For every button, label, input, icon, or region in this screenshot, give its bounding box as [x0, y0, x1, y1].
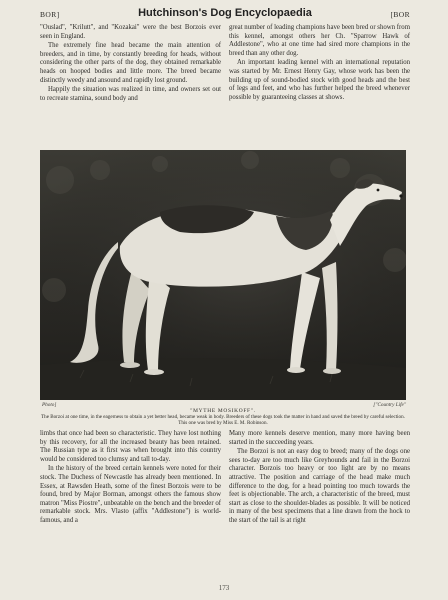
paragraph: Happily the situation was realized in time, and owners set out to recreate stamina, sound body and [40, 86, 221, 102]
paragraph: limbs that once had been so characteristic. They have lost nothing by this recovery, for all the increased beauty has been retained. The Russian type as it first was when brought into this country would be considered too clumsy and tall to-day. [40, 430, 221, 463]
photo-caption-text: The Borzoi at one time, in the eagerness to obtain a yet better head, became weak in body. Breeders of these dogs took the matter in hand and saved the breed by careful selection. This one was bred by Miss E. M. Robinson. [41, 414, 405, 427]
header-left-tag: BOR] [40, 10, 60, 19]
borzoi-dog-image [40, 150, 406, 400]
paragraph: In the history of the breed certain kennels were noted for their stock. The Duchess of Newcastle has already been mentioned. In Essex, at Rawsden Heath, some of the finest Borzois were to be found, bred by Major Borman, amongst others the famous show matron "Miss Piostre", unbeatable on the bench and the breeder of remarkable stock. Mrs. Vlasto (affix "Addlestone") is world-famous, and a [40, 465, 221, 524]
photo-credit-right: ["Country Life" [373, 402, 406, 408]
bottom-text-columns [40, 430, 410, 582]
paragraph: great number of leading champions have been bred or shown from this kennel, amongst others her Ch. "Sparrow Hawk of Addlestone", who at one time had sired more champions in the breed than any other dog. [229, 24, 410, 57]
borzoi-photograph [40, 150, 406, 400]
paragraph: The extremely fine head became the main attention of breeders, and in time, by constantly breeding for heads, without considering the other parts of the dog, they obtained remarkable heads on hooped bodies and little more. The breed became distinctly weedy and ansound and rapidly lost ground. [40, 42, 221, 84]
paragraph: The Borzoi is not an easy dog to breed; many of the dogs one sees to-day are too much like Greyhounds and fail in the Borzoi character. Borzois too heavy or too light are by no means attractive. The position and carriage of the head make much difference to the dog, for a head pointing too much towards the feet is objectionable. The arch, a characteristic of the breed, must start as close to the shoulder-blades as possible. It will be noticed in many of the best specimens that a line drawn from the hock to the start of the tail is at right [229, 448, 410, 524]
photo-caption-title: "MYTHE MOSIKOFF". [190, 408, 256, 414]
top-left-column [40, 24, 221, 140]
paragraph: An important leading kennel with an international reputation was started by Mr. Ernest Henry Gay, whose work has been the building up of sound-bodied stock with good heads and the best of legs and feet, and who has further helped the breed whenever possible by guaranteeing classes at shows. [229, 59, 410, 101]
running-header [40, 8, 410, 22]
paragraph: "Ouslad", "Krilutt", and "Kozakai" were the best Borzois ever seen in England. [40, 24, 221, 40]
header-right-tag: [BOR [390, 10, 410, 19]
page-title: Hutchinson's Dog Encyclopaedia [138, 7, 312, 19]
paragraph: Many more kennels deserve mention, many more having been started in the succeeding years. [229, 430, 410, 446]
top-right-column [229, 24, 410, 140]
bottom-left-column [40, 430, 221, 582]
top-text-columns [40, 24, 410, 140]
bottom-right-column [229, 430, 410, 582]
photo-credit-left: Photo] [42, 402, 57, 408]
page-number: 173 [218, 584, 230, 592]
